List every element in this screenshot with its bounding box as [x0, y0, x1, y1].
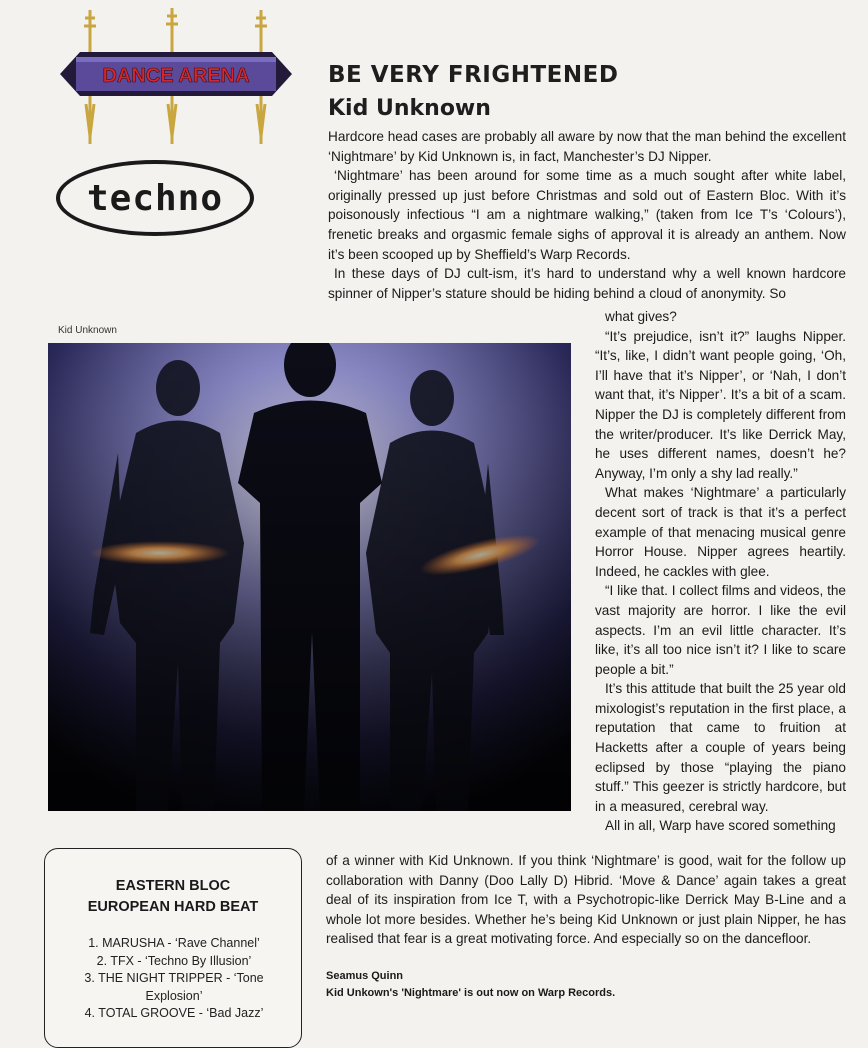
subhead: Kid Unknown — [328, 96, 491, 121]
paragraph: All in all, Warp have scored something — [605, 818, 836, 834]
chart-entry: 1. MARUSHA - ‘Rave Channel’ — [88, 936, 260, 950]
chart-entry: 2. TFX - ‘Techno By Illusion’ — [96, 953, 252, 968]
paragraph: ‘Nightmare’ has been around for some time as a much sought after white label, originally pressed up just before Christmas and sold out of Eastern Bloc. With it’s poisonously infectious “I am a nightmare walking,” (taken from Ice T’s ‘Colours’), frenetic breaks and orgasmic female sighs of approval it is already an anthem. Now it’s been scooped up by Sheffield’s Warp Records. — [328, 168, 846, 262]
chart-box — [44, 848, 302, 1048]
chart-entry: 4. TOTAL GROOVE - ‘Bad Jazz’ — [84, 1006, 264, 1020]
paragraph: of a winner with Kid Unknown. If you think ‘Nightmare’ is good, wait for the follow up collaboration with Danny (Doo Lally D) Hibrid. ‘Move & Dance’ again takes a great deal of its inspiration from Ice T, with a Psychotropic-like Derrick May B-Line and a whole lot more besides. Whether he’s being Kid Unknown or just plain Nipper, he has realised that fear is a great motivating force. And especially so on the dancefloor. — [326, 853, 846, 947]
paragraph: In these days of DJ cult-ism, it’s hard to understand why a well known hardcore spinner of Nipper’s stature should be hiding behind a cloud of anonymity. So — [328, 266, 846, 301]
headline: BE VERY FRIGHTENED — [328, 62, 619, 88]
photo-kid-unknown — [48, 343, 571, 811]
photo-caption: Kid Unknown — [58, 325, 117, 336]
closing-text — [326, 851, 846, 949]
byline: Seamus Quinn — [326, 970, 404, 982]
release-note: Kid Unkown's 'Nightmare' is out now on Warp Records. — [326, 987, 616, 999]
dance-arena-logo — [58, 4, 294, 144]
chart-title — [45, 876, 301, 918]
chart-title-line: EASTERN BLOC — [115, 878, 231, 894]
paragraph: “I like that. I collect films and videos, the vast majority are horror. I like the evil aspects. I’m an evil little character. It’s like, it’s all too nice isn’t it? I like to scare people a bit.” — [595, 583, 846, 677]
section-label: techno — [86, 177, 224, 219]
paragraph: “It’s prejudice, isn’t it?” laughs Nipper. “It’s, like, I didn’t want people going, ‘Oh, I’ll have that it’s Nipper’, or ‘Nah, I don’t want that, it’s Nipper’. It’s a bit of a scam. Nipper the DJ is completely different from the writer/producer. It’s like Derrick May, he uses different names, doesn’t he? Anyway, I’m only a shy lad really.” — [595, 328, 846, 481]
logo-text: DANCE ARENA — [102, 65, 250, 87]
section-label-oval — [56, 160, 254, 236]
chart-title-line: EUROPEAN HARD BEAT — [87, 899, 259, 915]
paragraph: what gives? — [605, 309, 677, 324]
silhouette-illustration — [48, 343, 571, 811]
chart-list — [57, 935, 291, 1023]
chart-entry: 3. THE NIGHT TRIPPER - ‘Tone Explosion’ — [84, 971, 264, 1003]
paragraph: What makes ‘Nightmare’ a particularly decent sort of track is that it’s a perfect example of that menacing musical genre Horror House. Nipper agrees heartily. Indeed, he cackles with glee. — [595, 485, 846, 579]
intro-text — [328, 127, 846, 303]
side-column-text — [595, 307, 846, 836]
paragraph: Hardcore head cases are probably all aware by now that the man behind the excellent ‘Nightmare’ by Kid Unknown is, in fact, Manchester’s DJ Nipper. — [328, 129, 846, 164]
paragraph: It’s this attitude that built the 25 year old mixologist’s reputation in the first place, a reputation that came to fruition at Hacketts after a couple of years being eclipsed by those “playing the piano stuff.” This geezer is strictly hardcore, but in a measured, cerebral way. — [595, 681, 846, 814]
